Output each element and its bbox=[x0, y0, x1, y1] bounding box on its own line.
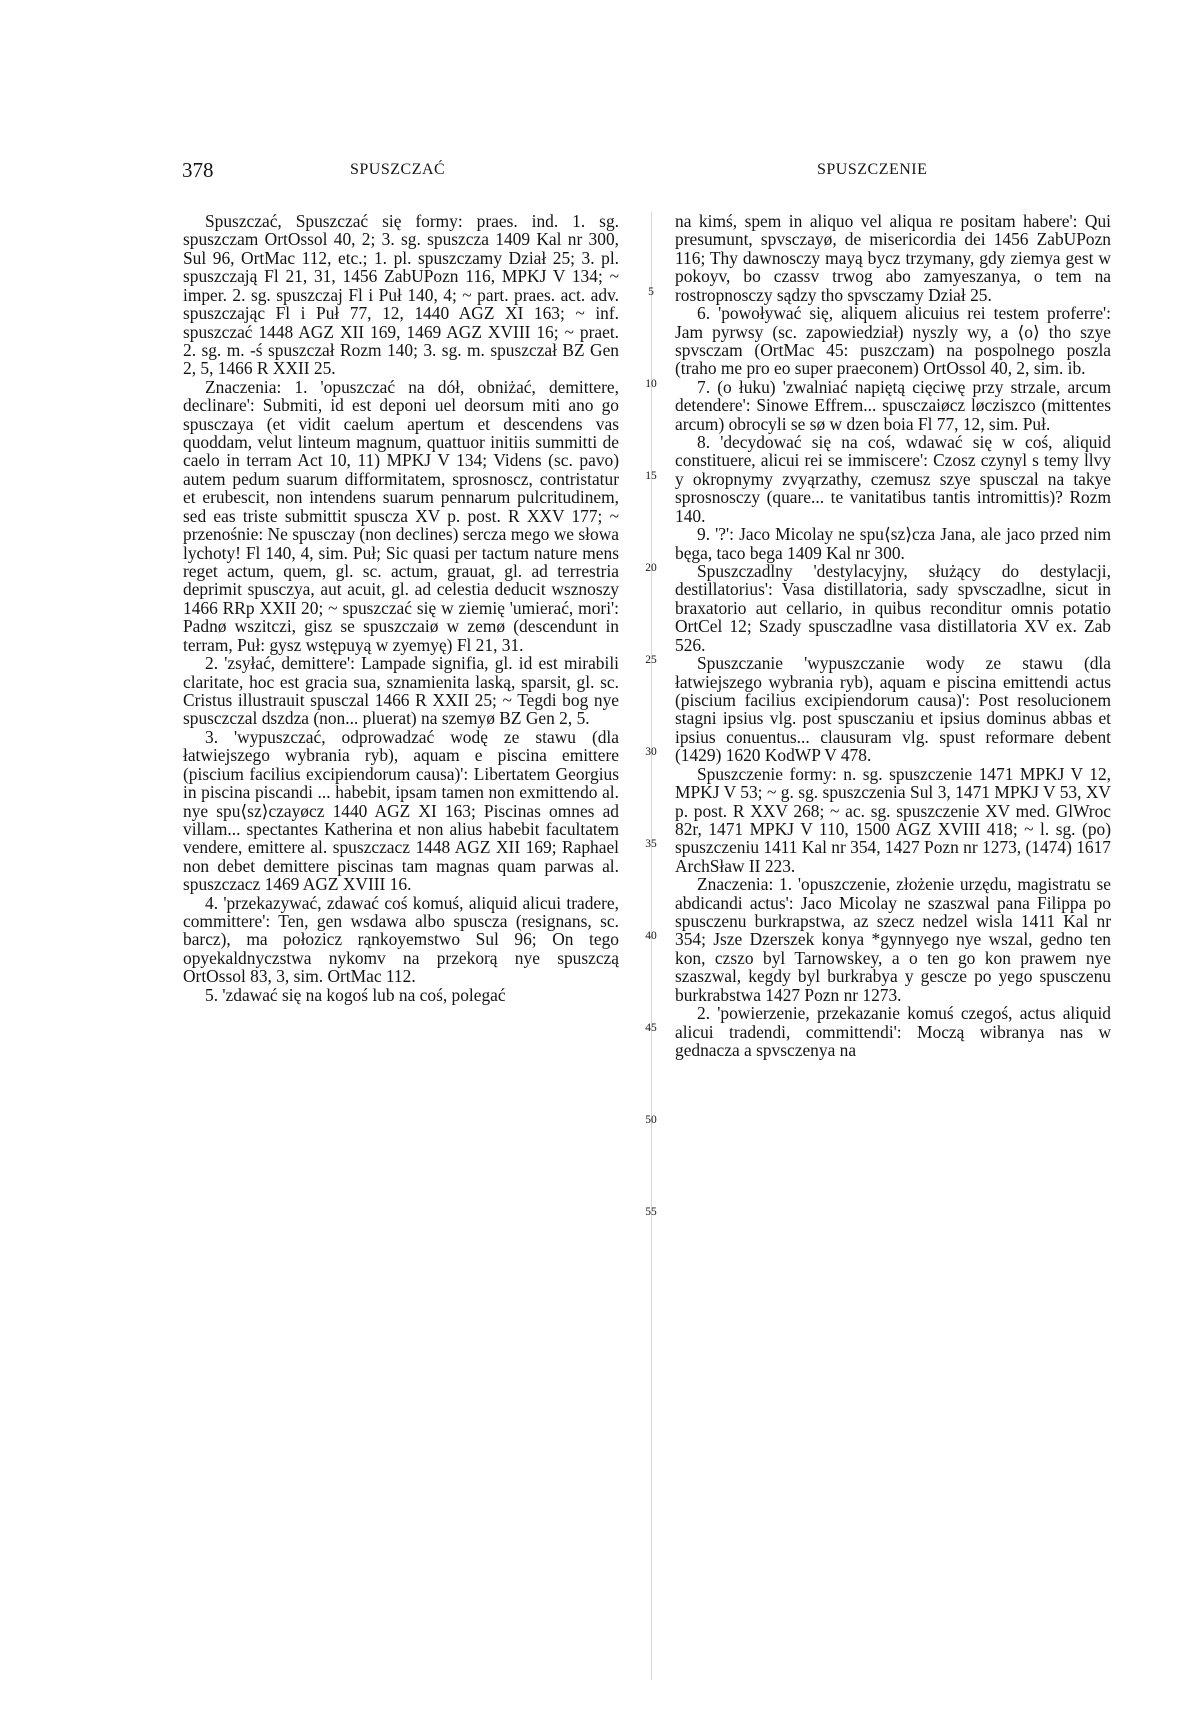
sense-9-paragraph: 9. '?': Jaco Micolay ne spu⟨sz⟩cza Jana, ale jaco przed nim bęga, taco bega 1409 Kal nr 300. bbox=[675, 524, 1111, 563]
line-number: 30 bbox=[645, 746, 657, 758]
page-number: 378 bbox=[182, 158, 214, 182]
line-number: 20 bbox=[645, 562, 657, 574]
entry-spuszczac-forms: Spuszczać, Spuszczać się formy: praes. ind. 1. sg. spuszczam OrtOssol 40, 2; 3. sg. spuszcza 1409 Kal nr 300, Sul 96, OrtMac 112, etc.; 1. pl. spuszczamy Dział 25; 3. pl. spuszczają Fl 21, 31, 1456 ZabUPozn 116, MPKJ V 134; ~ imper. 2. sg. spuszczaj Fl i Puł 140, 4; ~ part. praes. act. adv. spuszczając Fl i Puł 77, 12, 1440 AGZ XI 163; ~ inf. spuszczać 1448 AGZ XII 169, 1469 AGZ XVIII 16; ~ praet. 2. sg. m. -ś spuszczał Rozm 140; 3. sg. m. spuszczał BZ Gen 2, 5, 1466 R XXII 25. bbox=[183, 212, 619, 379]
sense-5-paragraph-start: 5. 'zdawać się na kogoś lub na coś, polegać bbox=[205, 984, 506, 1005]
running-header bbox=[0, 158, 1190, 188]
spuszczenie-sense-2: 2. 'powierzenie, przekazanie komuś czegoś, actus aliquid alicui tradendi, committendi': Moczą wibranya nas w gednacza a spvsczenya na bbox=[675, 1003, 1111, 1060]
sense-8-paragraph: 8. 'decydować się na coś, wdawać się w coś, aliquid constituere, alicui rei se immiscere': Czosz czynyl s temy llvy y okropnymy zvyąrzathy, czemusz szye spusczal na takye sprosnosczy (quare... te vanitatibus tantis intromittis)? Rozm 140. bbox=[675, 432, 1111, 526]
right-column bbox=[675, 212, 1111, 1680]
entry-spuszczenie-forms: Spuszczenie formy: n. sg. spuszczenie 1471 MPKJ V 12, MPKJ V 53; ~ g. sg. spuszczenia Sul 3, 1471 MPKJ V 53, XV p. post. R XXV 268; ~ ac. sg. spuszczenie XV med. GlWroc 82r, 1471 MPKJ V 110, 1500 AGZ XVIII 418; ~ l. sg. (po) spuszczeniu 1411 Kal nr 354, 1427 Pozn nr 1273, (1474) 1617 ArchSław II 223. bbox=[675, 763, 1111, 876]
sense-5-paragraph-end: na kimś, spem in aliquo vel aliqua re positam habere': Qui presumunt, spvsczayø, de misericordia dei 1456 ZabUPozn 116; Thy dawnosczy mayą bycz trzymany, gdy ziemya gest w pokoyv, bo czassv trwog abo zamyeszanya, o tem na rostropnosczy sądzy tho spvsczamy Dział 25. bbox=[675, 212, 1111, 305]
line-number: 10 bbox=[645, 378, 657, 390]
left-column bbox=[183, 212, 619, 1680]
line-number: 35 bbox=[645, 838, 657, 850]
line-number: 50 bbox=[645, 1114, 657, 1126]
spuszczenie-sense-1: Znaczenia: 1. 'opuszczenie, złożenie urzędu, magistratu se abdicandi actus': Jaco Micolay ne szaszwal pana Filippa po spusczenu burkrapstwa, az szecz nedzel wisla 1411 Kal nr 354; Jsze Dzerszek konya *gynnyego nye wszal, gedno ten kon, czszo byl Tarnowskey, a o ten go kon prawem nye szaszwal, kegdy byl burkrabya y gescze po yego spusczenu burkrabstwa 1427 Pozn nr 1273. bbox=[675, 874, 1111, 1005]
line-number-gutter bbox=[634, 212, 668, 1680]
line-number: 15 bbox=[645, 470, 657, 482]
sense-1-paragraph: Znaczenia: 1. 'opuszczać na dół, obniżać, demittere, declinare': Submiti, id est deponi uel deorsum miti ano go spusczaya (et vidit caelum apertum et descendens vas quoddam, velut linteum magnum, quattuor initiis summitti de caelo in terram Act 10, 11) MPKJ V 134; Videns (sc. pavo) autem pedum suarum difformitatem, sprosnoscz, contristatur et erubescit, non intendens suarum pennarum pulcritudinem, sed eas triste submittit spuscza XV p. post. R XXV 177; ~ przenośnie: Ne spusczay (non declines) sercza mego we słowa lychoty! Fl 140, 4, sim. Puł; Sic quasi per tactum nature mens reget actum, quem, gl. sc. actum, grauat, gl. ad terrestria deprimit spusczya, aut acuit, gl. ad celestia deducit wsznoszy 1466 RRp XXII 20; ~ spuszczać się w ziemię 'umierać, mori': Padnø wszitczi, gisz se spuszczaiø w zemø (descendunt in terram, Puł: gysz wstępuyą w zyemyę) Fl 21, 31. bbox=[183, 376, 619, 655]
sense-3-paragraph: 3. 'wypuszczać, odprowadzać wodę ze stawu (dla łatwiejszego wybrania ryb), aquam e piscina emittere (piscium facilius excipiendorum causa)': Libertatem Georgius in piscina piscandi ... habebit, ipsam tamen non exmittendo al. nye spu⟨sz⟩czayøcz 1440 AGZ XI 163; Piscinas omnes ad villam... spectantes Katherina et non alius habebit facultatem vendere, emittere al. spuszczacz 1448 AGZ XII 169; Raphael non debet demittere piscinas tam magnas quam parwas al. spuszczacz 1469 AGZ XVIII 16. bbox=[183, 726, 619, 895]
line-number: 25 bbox=[645, 654, 657, 666]
entry-spuszczanie: Spuszczanie 'wypuszczanie wody ze stawu (dla łatwiejszego wybrania ryb), aquam e piscina emittendi actus (piscium facilius excipiendorum causa)': Post resolucionem stagni ipsius vlg. post spusczaniu et ipsius dominus abbas et ipsius conuentus... clausuram vlg. spust reformare debent (1429) 1620 KodWP V 478. bbox=[675, 653, 1111, 766]
line-number: 40 bbox=[645, 930, 657, 942]
left-running-headword: SPUSZCZAĆ bbox=[350, 161, 446, 178]
sense-4-paragraph: 4. 'przekazywać, zdawać coś komuś, aliquid alicui tradere, committere': Ten, gen wsdawa albo spuscza (resignans, sc. barcz), ma połozicz rąnkoyemstwo Sul 96; On tego opyekaldnyczstwa nykomv na przekorą nye spuszczą OrtOssol 83, 3, sim. OrtMac 112. bbox=[183, 892, 619, 987]
line-number: 45 bbox=[645, 1022, 657, 1034]
sense-7-paragraph: 7. (o łuku) 'zwalniać napiętą cięciwę przy strzale, arcum detendere': Sinowe Effrem... spusczaiøcz løcziszco (mittentes arcum) obrocyli se sø w dzen boia Fl 77, 12, sim. Puł. bbox=[675, 376, 1111, 434]
right-running-headword: SPUSZCZENIE bbox=[817, 161, 928, 178]
entry-spuszczadlny: Spuszczadlny 'destylacyjny, służący do destylacji, destillatorius': Vasa distillatoria, sady spvsczadlne, sicut in braxatorio aut cellario, in quibus reconditur omnis potatio OrtCel 12; Szady spusczadlne vasa distillatoria XV ex. Zab 526. bbox=[675, 561, 1111, 655]
sense-2-paragraph: 2. 'zsyłać, demittere': Lampade signifia, gl. id est mirabili claritate, hoc est gracia sua, sznamienita laską, sparsit, gl. sc. Cristus illustrauit spusczal 1466 R XXII 25; ~ Tegdi bog nye spusczczal dszdza (non... pluerat) na szemyø BZ Gen 2, 5. bbox=[183, 653, 619, 729]
line-number: 55 bbox=[645, 1206, 657, 1218]
sense-6-paragraph: 6. 'powoływać się, aliquem alicuius rei testem proferre': Jam pyrwsy (sc. zapowiedział) nyszly wy, a ⟨o⟩ tho szye spvsczam (OrtMac 45: puszczam) na pospolnego poszla (traho me pro eo super praeconem) OrtOssol 40, 2, sim. ib. bbox=[675, 303, 1111, 379]
line-number: 5 bbox=[648, 286, 654, 298]
